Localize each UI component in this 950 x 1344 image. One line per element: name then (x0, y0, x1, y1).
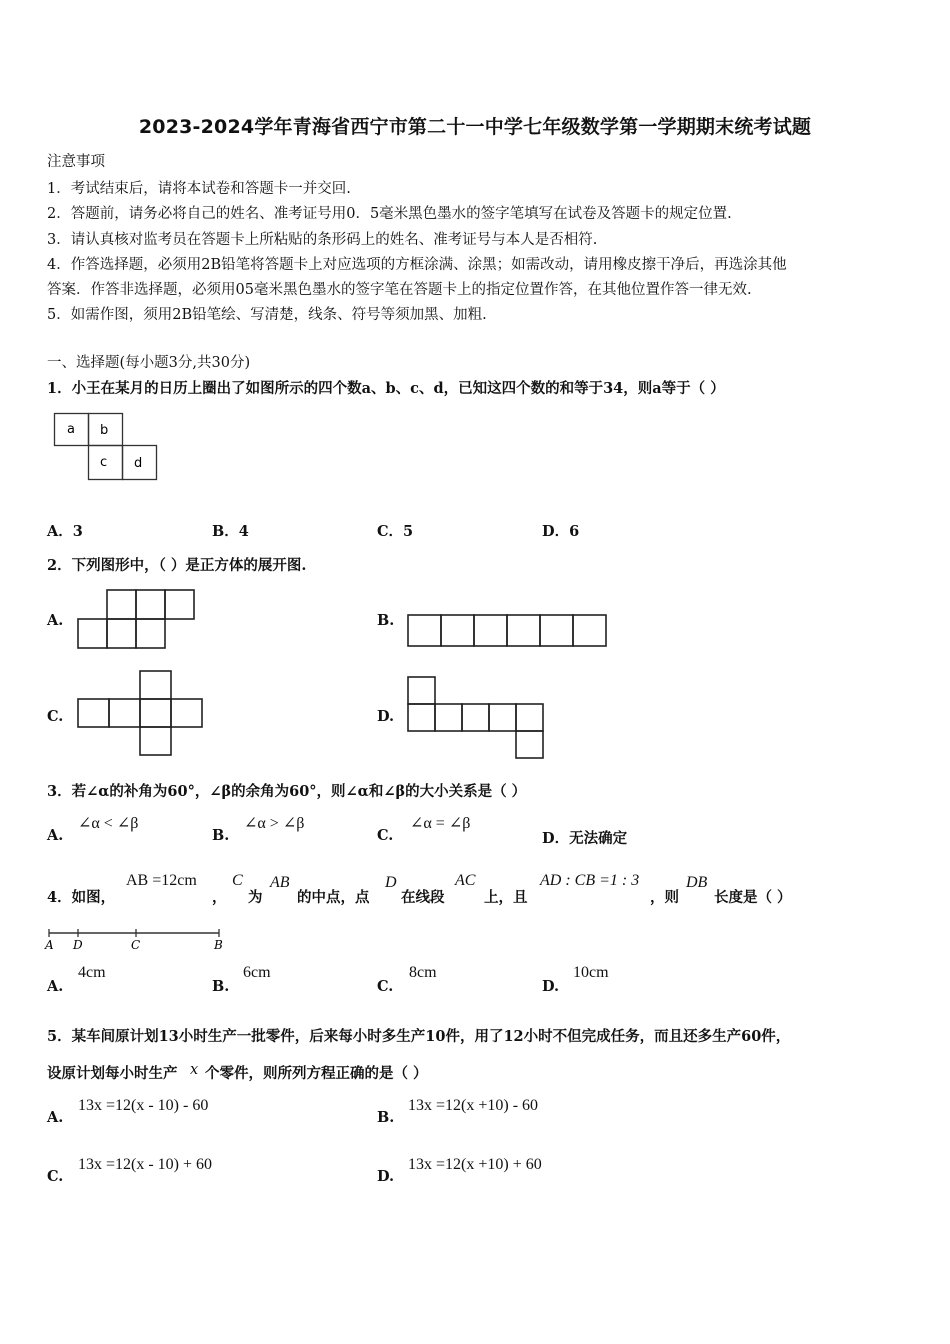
q3-option-d[interactable]: D．无法确定 (542, 830, 628, 847)
q2-option-d[interactable]: D. (377, 708, 395, 725)
q2-option-a[interactable]: A. (47, 612, 64, 629)
note-item: 3．请认真核对监考员在答题卡上所粘贴的条形码上的姓名、准考证号与本人是否相符. (47, 232, 598, 248)
q5-option-d[interactable]: D. (377, 1168, 395, 1185)
notes-heading: 注意事项 (47, 154, 105, 170)
q4-option-c[interactable]: C. (377, 978, 394, 995)
q4-text: 的中点，点 (297, 889, 370, 906)
question-5-line1: 5．某车间原计划13小时生产一批零件，后来每小时多生产10件，用了12小时不但完成任务，而且还多生产60件， (47, 1028, 791, 1045)
q5-option-a[interactable]: A. (47, 1109, 64, 1126)
page-title: 2023-2024学年青海省西宁市第二十一中学七年级数学第一学期期末统考试题 (138, 116, 812, 138)
grid-cell-a: a (67, 422, 75, 437)
point-c-label: C (131, 938, 141, 952)
q2-net-c-figure (77, 670, 207, 758)
q3-option-c-math: ∠α = ∠β (410, 815, 471, 832)
q4-math-ab: AB (270, 874, 290, 891)
q4-text: 为 (248, 889, 263, 906)
question-3: 3．若∠α的补角为60°，∠β的余角为60°，则∠α和∠β的大小关系是（ ） (47, 783, 527, 800)
question-1: 1．小王在某月的日历上圈出了如图所示的四个数a、b、c、d，已知这四个数的和等于34，则a等于（ ） (47, 380, 725, 397)
q2-option-b[interactable]: B. (377, 612, 395, 629)
q4-math-ac: AC (455, 872, 476, 889)
q4-text: ， (212, 889, 227, 906)
note-item: 4．作答选择题，必须用2B铅笔将答题卡上对应选项的方框涂满、涂黑；如需改动，请用橡皮擦干净后，再选涂其他 (47, 257, 787, 273)
question-2: 2．下列图形中，（ ）是正方体的展开图. (47, 557, 307, 574)
q5-option-c[interactable]: C. (47, 1168, 64, 1185)
q4-math-ratio: AD : CB =1 : 3 (540, 872, 640, 889)
q2-net-d-figure (407, 676, 547, 760)
q5-option-b[interactable]: B. (377, 1109, 395, 1126)
question-4-prefix: 4．如图， (47, 889, 116, 906)
q4-math-ab-length: AB =12cm (126, 872, 197, 889)
q4-option-a-value: 4cm (78, 964, 106, 981)
q4-text: 在线段 (401, 889, 445, 906)
note-item: 2．答题前，请务必将自己的姓名、准考证号用0．5毫米黑色墨水的签字笔填写在试卷及答题卡的规定位置. (47, 206, 732, 222)
q4-text: 长度是（ ） (714, 889, 792, 906)
q2-net-a-figure (77, 589, 197, 651)
q4-math-c: C (232, 872, 243, 889)
q1-option-b[interactable]: B．4 (212, 523, 249, 540)
q4-option-a[interactable]: A. (47, 978, 64, 995)
q1-option-d[interactable]: D．6 (542, 523, 580, 540)
q3-option-a[interactable]: A. (47, 827, 64, 844)
q2-net-b-figure (407, 614, 609, 648)
q1-option-a[interactable]: A．3 (47, 523, 83, 540)
question-5-line2a: 设原计划每小时生产 (47, 1065, 178, 1082)
q4-option-d-value: 10cm (573, 964, 609, 981)
q1-option-c[interactable]: C．5 (377, 523, 414, 540)
q4-math-db: DB (686, 874, 708, 891)
q4-math-d: D (385, 874, 397, 891)
note-item: 1．考试结束后，请将本试卷和答题卡一并交回. (47, 181, 351, 197)
section-heading: 一、选择题(每小题3分,共30分) (47, 355, 251, 371)
note-item: 5．如需作图，须用2B铅笔绘、写清楚，线条、符号等须加黑、加粗. (47, 307, 487, 323)
grid-cell-b: b (100, 423, 109, 438)
q2-option-c[interactable]: C. (47, 708, 64, 725)
note-item: 答案．作答非选择题，必须用05毫米黑色墨水的签字笔在答题卡上的指定位置作答，在其他位置作答一律无效. (47, 282, 752, 298)
calendar-grid-figure (54, 413, 158, 483)
q3-option-a-math: ∠α < ∠β (78, 815, 139, 832)
q3-option-b-math: ∠α > ∠β (244, 815, 305, 832)
q5-option-b-equation: 13x =12(x +10) - 60 (408, 1097, 539, 1114)
q4-text: 上，且 (484, 889, 528, 906)
question-5-var-x: x (190, 1062, 199, 1078)
q5-option-c-equation: 13x =12(x - 10) + 60 (78, 1156, 213, 1173)
q4-segment-figure (44, 926, 226, 952)
q5-option-a-equation: 13x =12(x - 10) - 60 (78, 1097, 209, 1114)
grid-cell-d: d (134, 456, 143, 471)
q4-option-b-value: 6cm (243, 964, 271, 981)
q4-text: ，则 (650, 889, 679, 906)
q5-option-d-equation: 13x =12(x +10) + 60 (408, 1156, 542, 1173)
point-a-label: A (45, 938, 54, 952)
q3-option-b[interactable]: B. (212, 827, 230, 844)
grid-cell-c: c (100, 455, 108, 470)
q3-option-c[interactable]: C. (377, 827, 394, 844)
point-d-label: D (73, 938, 83, 952)
q4-option-d[interactable]: D. (542, 978, 560, 995)
point-b-label: B (214, 938, 223, 952)
q4-option-c-value: 8cm (409, 964, 437, 981)
q4-option-b[interactable]: B. (212, 978, 230, 995)
question-5-line2b: 个零件，则所列方程正确的是（ ） (205, 1065, 428, 1082)
